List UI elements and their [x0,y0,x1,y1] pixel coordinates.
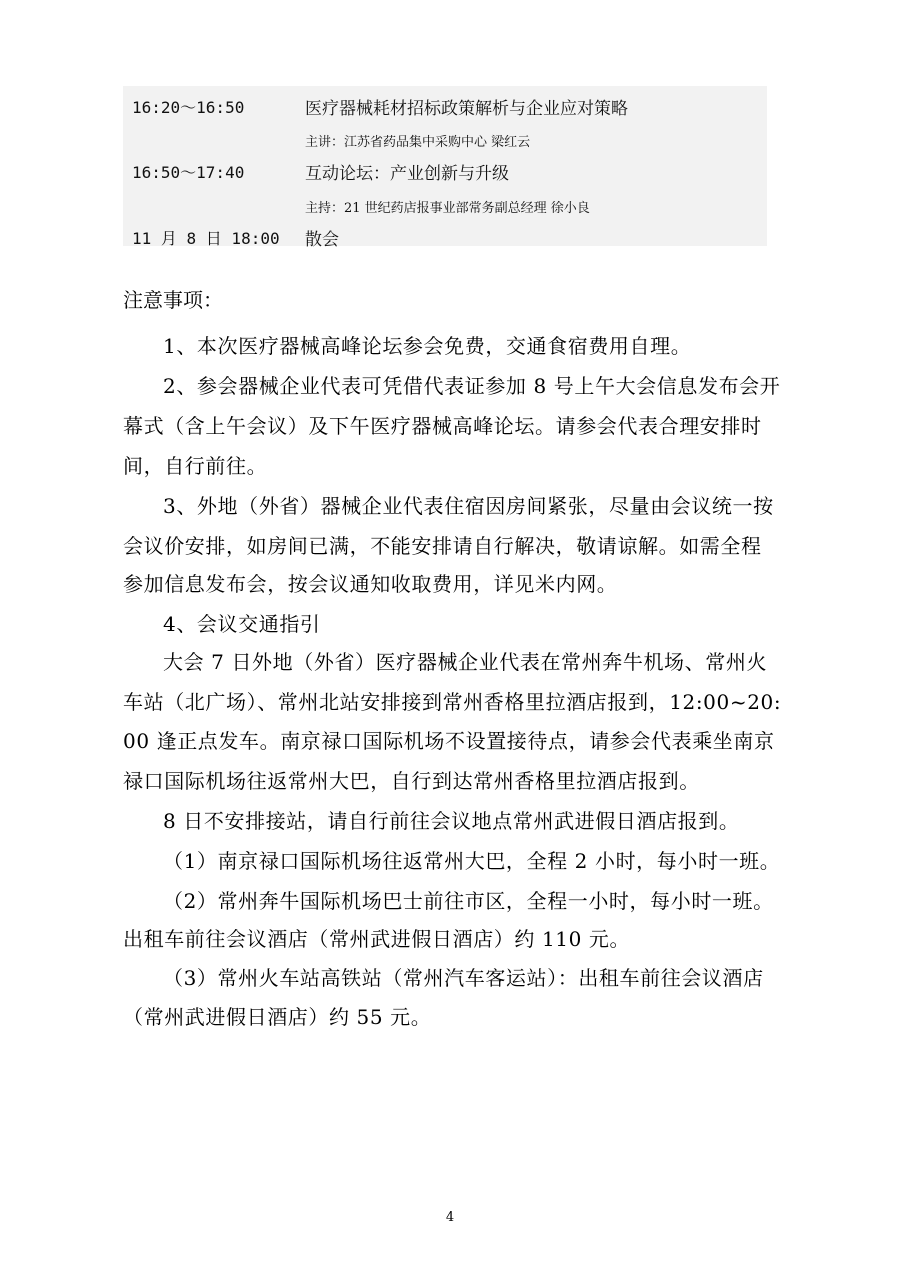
schedule-title: 医疗器械耗材招标政策解析与企业应对策略 [305,99,628,119]
note-line: 2、参会器械企业代表可凭借代表证参加 8 号上午大会信息发布会开 [163,374,781,398]
note-line: （常州武进假日酒店）约 55 元。 [123,1005,432,1029]
schedule-time: 11 月 8 日 18:00 [132,229,280,248]
note-line: 会议价安排，如房间已满，不能安排请自行解决，敬请谅解。如需全程 [123,534,762,558]
schedule-time: 16:20～16:50 [132,98,245,117]
notes-heading: 注意事项： [123,288,223,312]
note-line: 1、本次医疗器械高峰论坛参会免费，交通食宿费用自理。 [163,334,692,358]
schedule-title: 互动论坛：产业创新与升级 [305,164,509,184]
schedule-speaker: 主持：21 世纪药店报事业部常务副总经理 徐小良 [305,201,590,216]
note-line: （2）常州奔牛国际机场巴士前往市区，全程一小时，每小时一班。 [163,889,774,913]
note-line: （3）常州火车站高铁站（常州汽车客运站）：出租车前往会议酒店 [163,966,764,990]
schedule-title: 散会 [305,230,339,250]
note-line: 车站（北广场）、常州北站安排接到常州香格里拉酒店报到，12:00~20: [123,690,782,714]
note-line: 参加信息发布会，按会议通知收取费用，详见米内网。 [123,572,618,596]
note-line: 大会 7 日外地（外省）医疗器械企业代表在常州奔牛机场、常州火 [163,650,768,674]
note-line: 禄口国际机场往返常州大巴，自行到达常州香格里拉酒店报到。 [123,769,700,793]
note-line: 间，自行前往。 [123,454,268,478]
note-line: 00 逢正点发车。南京禄口国际机场不设置接待点，请参会代表乘坐南京 [123,729,775,753]
note-line: （1）南京禄口国际机场往返常州大巴，全程 2 小时，每小时一班。 [163,849,781,873]
schedule-speaker: 主讲：江苏省药品集中采购中心 梁红云 [305,135,531,150]
note-line: 8 日不安排接站，请自行前往会议地点常州武进假日酒店报到。 [163,809,740,833]
page-number: 4 [445,1210,455,1225]
note-line: 3、外地（外省）器械企业代表住宿因房间紧张，尽量由会议统一按 [163,494,774,518]
note-line: 出租车前往会议酒店（常州武进假日酒店）约 110 元。 [123,927,631,951]
note-line: 幕式（含上午会议）及下午医疗器械高峰论坛。请参会代表合理安排时 [123,414,762,438]
schedule-time: 16:50～17:40 [132,163,245,182]
note-line: 4、会议交通指引 [163,612,321,636]
